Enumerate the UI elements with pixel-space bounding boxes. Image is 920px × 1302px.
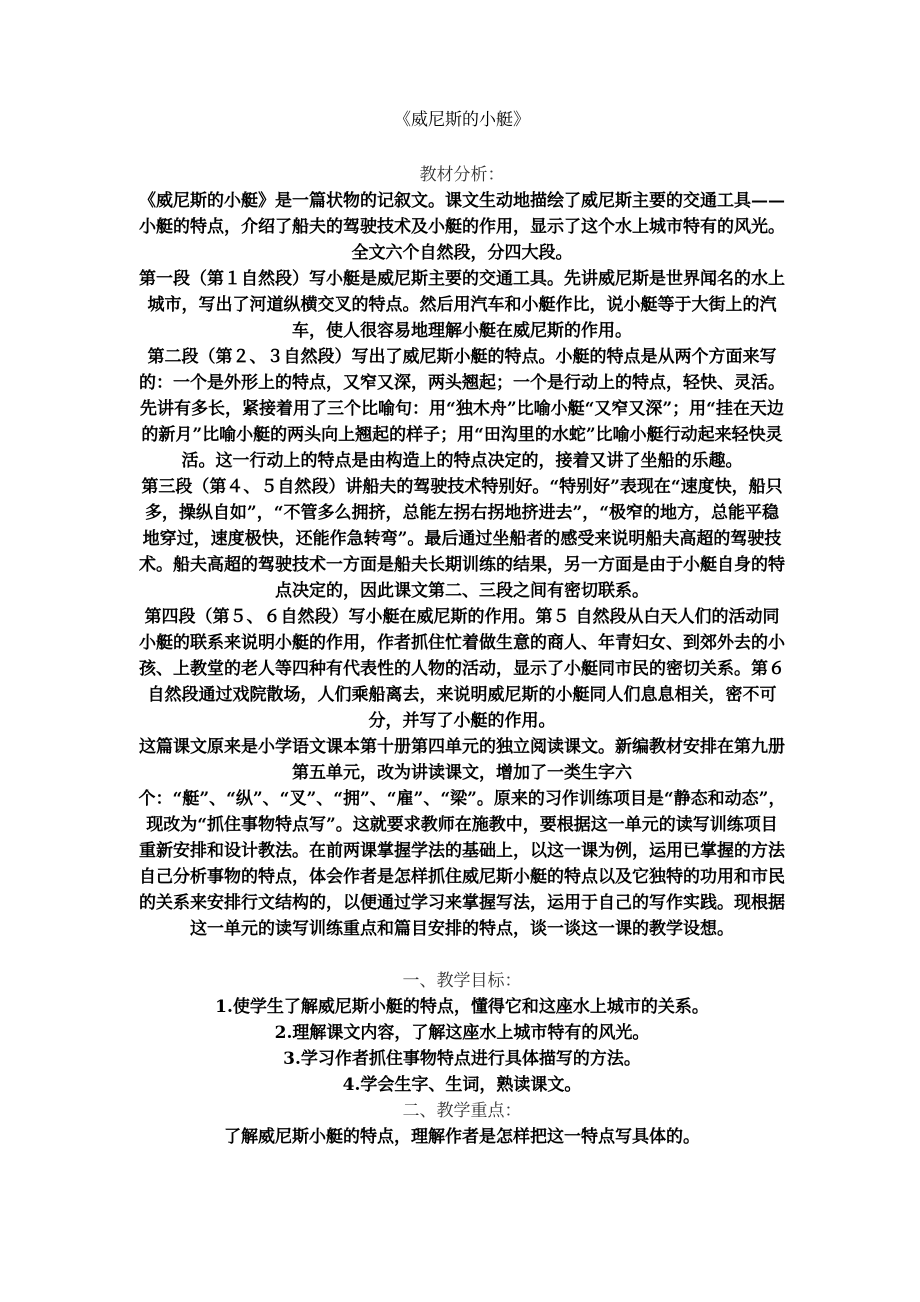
paragraph-section-2: 第二段（第２、３自然段）写出了威尼斯小艇的特点。小艇的特点是从两个方面来写的：一个是外形上的特点，又窄又深，两头翘起；一个是行动上的特点，轻快、灵活。先讲有多长，紧接着用了三个比喻句：用“独木舟”比喻小艇“又窄又深”；用“挂在天边的新月”比喻小艇的两头向上翘起的样子；用“田沟里的水蛇”比喻小艇行动起来轻快灵活。这一行动上的特点是由构造上的特点决定的，接着又讲了坐船的乐趣。 — [139, 347, 785, 471]
paragraph-intro: 《威尼斯的小艇》是一篇状物的记叙文。课文生动地描绘了威尼斯主要的交通工具——小艇的特点，介绍了船夫的驾驶技术及小艇的作用，显示了这个水上城市特有的风光。 — [139, 191, 785, 237]
goal-item: 4.学会生字、生词，熟读课文。 — [342, 1075, 582, 1095]
document-title: 《威尼斯的小艇》 — [394, 110, 530, 130]
paragraph-section-3: 第三段（第４、５自然段）讲船夫的驾驶技术特别好。“特别好”表现在“速度快，船只多，操纵自如”，“不管多么拥挤，总能左拐右拐地挤进去”，“极窄的地方，总能平稳地穿过，速度极快，还能作急转弯”。最后通过坐船者的感受来说明船夫高超的驾驶技术。船夫高超的驾驶技术一方面是船夫长期训练的结果，另一方面是由于小艇自身的特点决定的，因此课文第二、三段之间有密切联系。 — [139, 477, 785, 601]
goals-heading: 一、教学目标： — [402, 971, 522, 991]
paragraph-teaching-design: 这篇课文原来是小学语文课本第十册第四单元的独立阅读课文。新编教材安排在第九册第五单元，改为讲读课文，增加了一类生字六个：“艇”、“纵”、“叉”、“拥”、“雇”、“梁”。原来的习作训练项目是“静态和动态”，现改为“抓住事物特点写”。这就要求教师在施教中，要根据这一单元的读写训练项目重新安排和设计教法。在前两课掌握学法的基础上，以这一课为例，运用已掌握的方法自己分析事物的特点，体会作者是怎样抓住威尼斯小艇的特点以及它独特的功用和市民的关系来安排行文结构的，以便通过学习来掌握写法，运用于自己的写作实践。现根据这一单元的读写训练重点和篇目安排的特点，谈一谈这一课的教学设想。 — [138, 737, 786, 939]
goal-item: 2.理解课文内容，了解这座水上城市特有的风光。 — [274, 1023, 650, 1043]
paragraph-section-4: 第四段（第５、６自然段）写小艇在威尼斯的作用。第５ 自然段从白天人们的活动同小艇的联系来说明小艇的作用，作者抓住忙着做生意的商人、年青妇女、到郊外去的小孩、上教堂的老人等四种有代表性的人物的活动，显示了小艇同市民的密切关系。第６自然段通过戏院散场，人们乘船离去，来说明威尼斯的小艇同人们息息相关，密不可分，并写了小艇的作用。 — [139, 607, 785, 731]
paragraph-structure: 全文六个自然段，分四大段。 — [351, 243, 573, 263]
analysis-heading: 教材分析： — [419, 165, 505, 185]
goal-item: 3.学习作者抓住事物特点进行具体描写的方法。 — [283, 1049, 641, 1069]
section-spacer — [138, 942, 786, 968]
focus-heading: 二、教学重点： — [402, 1101, 522, 1121]
paragraph-section-1: 第一段（第１自然段）写小艇是威尼斯主要的交通工具。先讲威尼斯是世界闻名的水上城市，写出了河道纵横交叉的特点。然后用汽车和小艇作比，说小艇等于大街上的汽车，使人很容易地理解小艇在威尼斯的作用。 — [139, 269, 785, 341]
goal-item: 1.使学生了解威尼斯小艇的特点，懂得它和这座水上城市的关系。 — [215, 997, 709, 1017]
focus-text: 了解威尼斯小艇的特点，理解作者是怎样把这一特点写具体的。 — [224, 1127, 700, 1147]
document-page — [138, 108, 786, 1150]
